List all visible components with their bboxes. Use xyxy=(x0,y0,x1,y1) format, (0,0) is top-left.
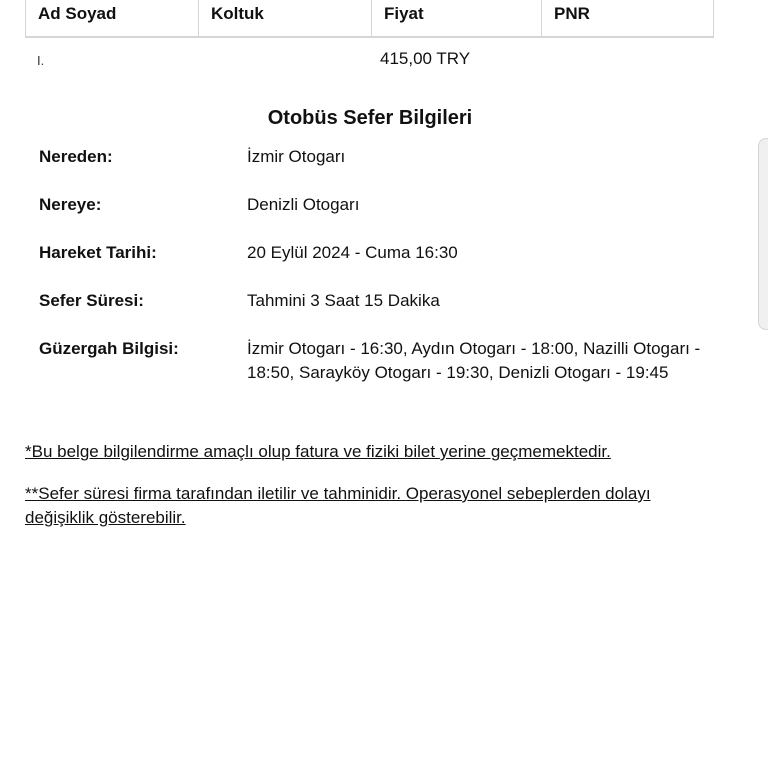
table-row xyxy=(25,49,714,73)
passenger-name-cell: I. xyxy=(37,53,45,68)
info-value: İzmir Otogarı xyxy=(247,147,346,166)
disclaimer-note: *Bu belge bilgilendirme amaçlı olup fatura ve fiziki bilet yerine geçmemektedir. xyxy=(25,442,611,461)
column-header-name: Ad Soyad xyxy=(26,0,199,36)
info-value: 20 Eylül 2024 - Cuma 16:30 xyxy=(247,243,458,262)
info-value: İzmir Otogarı - 16:30, Aydın Otogarı - 18:00, Nazilli Otogarı - 18:50, Sarayköy Otogarı - 19:30, Denizli Otogarı - 19:45 xyxy=(247,339,701,382)
info-value: Denizli Otogarı xyxy=(247,195,360,214)
column-header-price: Fiyat xyxy=(372,0,542,36)
duration-note: **Sefer süresi firma tarafından iletilir ve tahminidir. Operasyonel sebeplerden dolayı değişiklik gösterebilir. xyxy=(25,484,651,527)
info-label: Hareket Tarihi: xyxy=(39,243,157,262)
info-label: Güzergah Bilgisi: xyxy=(39,339,179,358)
info-label: Nereye: xyxy=(39,195,102,214)
section-title: Otobüs Sefer Bilgileri xyxy=(267,107,473,129)
ticket-table-header xyxy=(25,0,714,38)
column-header-pnr: PNR xyxy=(554,4,590,23)
info-value: Tahmini 3 Saat 15 Dakika xyxy=(247,291,440,310)
info-label: Sefer Süresi: xyxy=(39,291,144,310)
scroll-handle[interactable] xyxy=(758,138,768,330)
info-label: Nereden: xyxy=(39,147,113,166)
column-header-seat: Koltuk xyxy=(199,0,372,36)
price-cell: 415,00 TRY xyxy=(380,49,471,68)
